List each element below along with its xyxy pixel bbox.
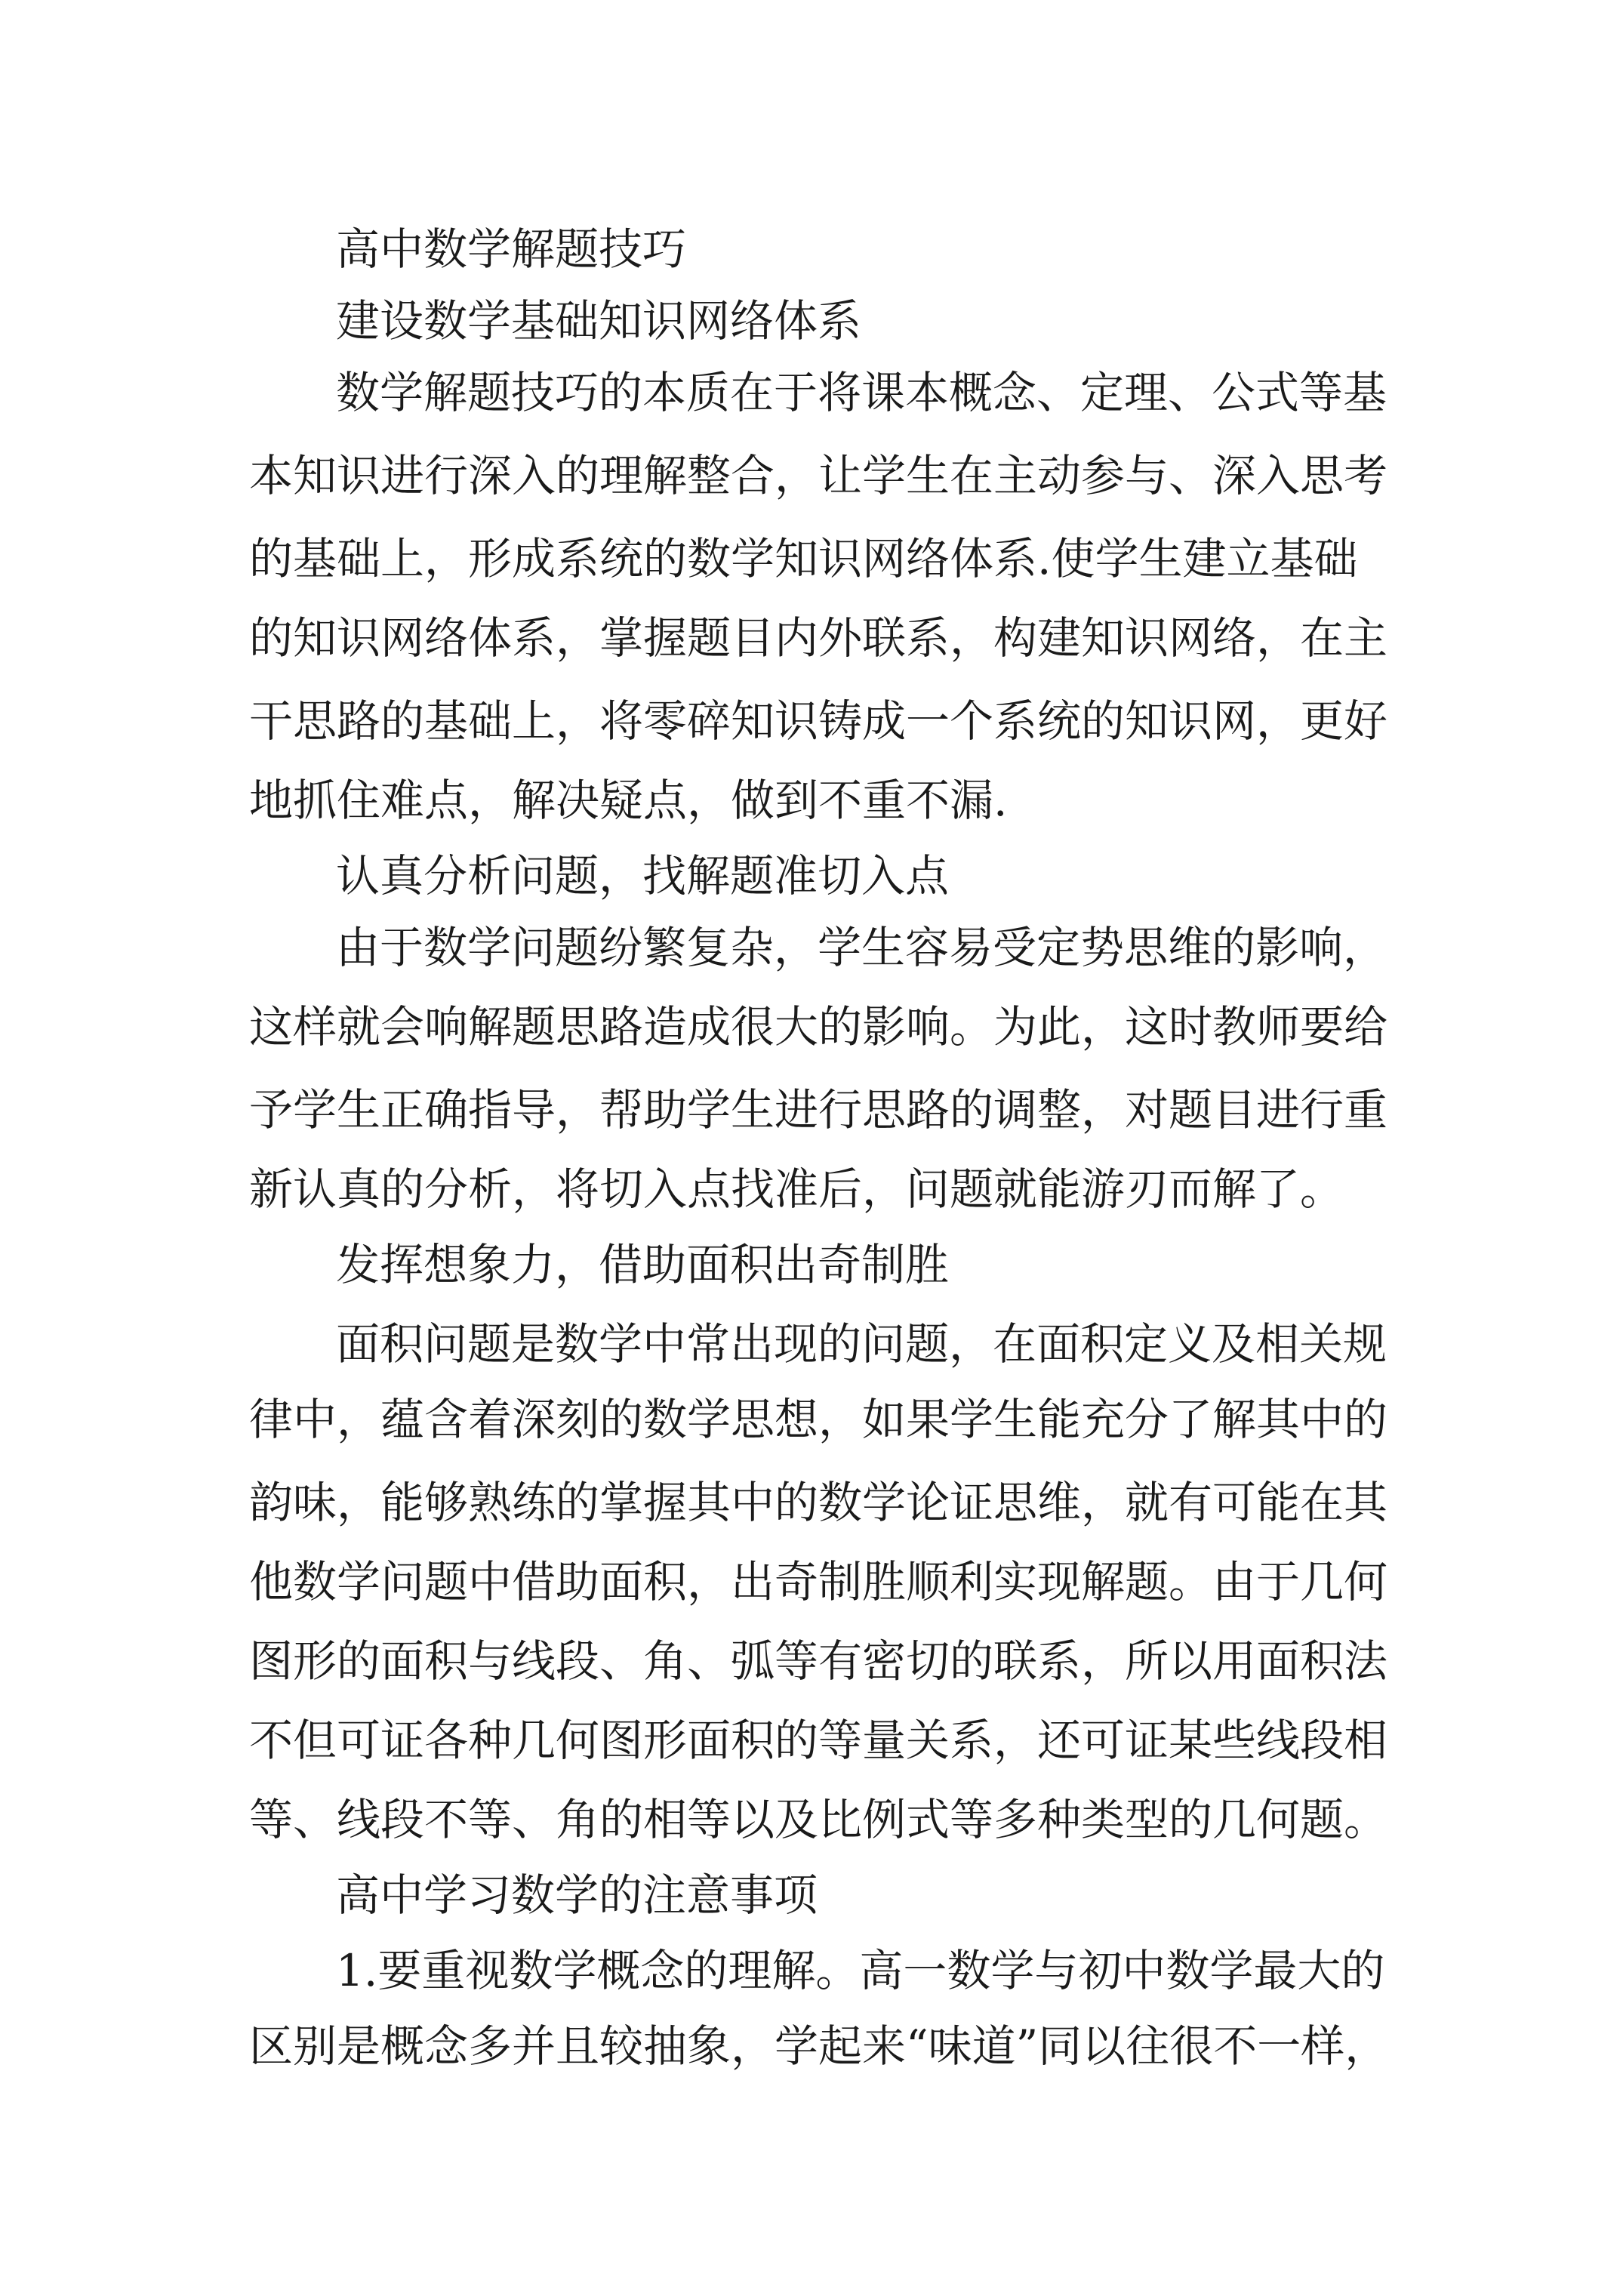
paragraph-line: 律中，蕴含着深刻的数学思想，如果学生能充分了解其中的: [249, 1394, 1388, 1445]
heading-line: 高中学习数学的注意事项: [336, 1869, 818, 1921]
paragraph-line: 干思路的基础上，将零碎知识铸成一个系统的知识网，更好: [249, 695, 1388, 747]
paragraph-line: 不但可证各种几何图形面积的等量关系，还可证某些线段相: [249, 1715, 1388, 1766]
paragraph-line: 这样就会响解题思路造成很大的影响。为此，这时教师要给: [249, 1001, 1388, 1052]
paragraph-line: 的知识网络体系，掌握题目内外联系，构建知识网络，在主: [249, 612, 1388, 664]
paragraph-line: 1.要重视数学概念的理解。高一数学与初中数学最大的: [336, 1945, 1385, 1996]
paragraph-line: 地抓住难点，解决疑点，做到不重不漏.: [249, 775, 1008, 826]
paragraph-line: 他数学问题中借助面积，出奇制胜顺利实现解题。由于几何: [249, 1556, 1388, 1607]
paragraph-line: 的基础上，形成系统的数学知识网络体系.使学生建立基础: [249, 533, 1358, 584]
heading-line: 发挥想象力，借助面积出奇制胜: [336, 1239, 950, 1290]
paragraph-line: 区别是概念多并且较抽象，学起来“味道”同以往很不一样，: [249, 2020, 1389, 2072]
heading-line: 高中数学解题技巧: [336, 223, 687, 275]
heading-line: 建设数学基础知识网络体系: [336, 295, 862, 347]
paragraph-line: 图形的面积与线段、角、弧等有密切的联系，所以用面积法: [249, 1635, 1388, 1687]
paragraph-line: 由于数学问题纷繁复杂，学生容易受定势思维的影响，: [336, 922, 1387, 973]
paragraph-line: 数学解题技巧的本质在于将课本概念、定理、公式等基: [336, 367, 1387, 418]
heading-line: 认真分析问题，找解题准切入点: [336, 850, 950, 901]
paragraph-line: 面积问题是数学中常出现的问题，在面积定义及相关规: [336, 1318, 1387, 1370]
paragraph-line: 韵味，能够熟练的掌握其中的数学论证思维，就有可能在其: [249, 1477, 1388, 1528]
paragraph-line: 新认真的分析，将切入点找准后，问题就能游刃而解了。: [249, 1163, 1344, 1215]
paragraph-line: 本知识进行深入的理解整合，让学生在主动参与、深入思考: [249, 450, 1388, 501]
paragraph-line: 予学生正确指导，帮助学生进行思路的调整，对题目进行重: [249, 1084, 1388, 1136]
paragraph-line: 等、线段不等、角的相等以及比例式等多种类型的几何题。: [249, 1794, 1388, 1845]
